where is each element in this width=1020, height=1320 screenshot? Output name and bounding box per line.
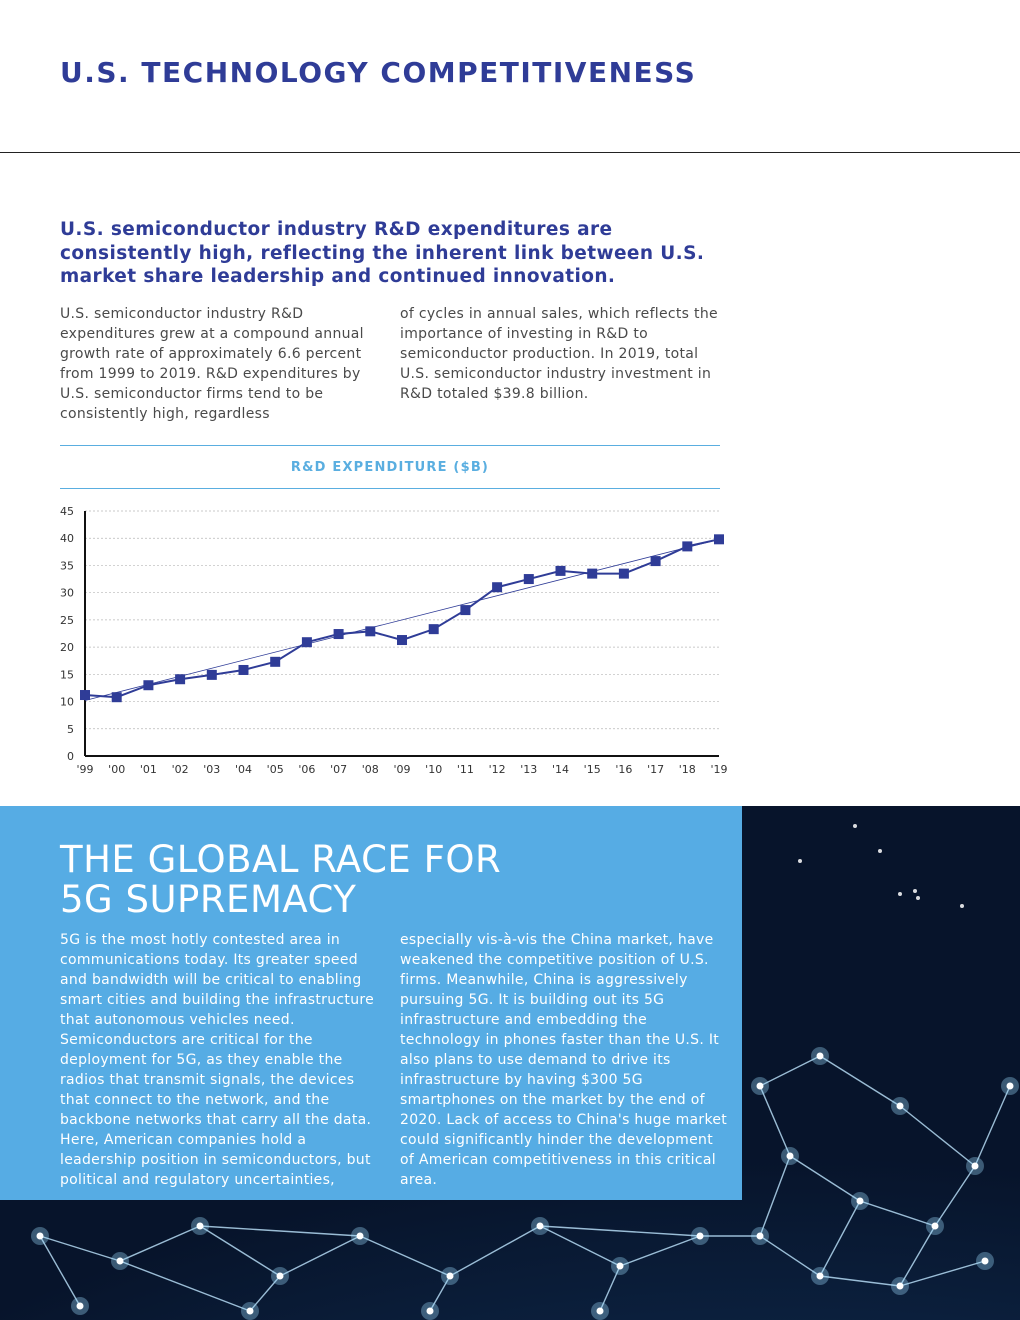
- network-link: [120, 1261, 250, 1311]
- data-point: [492, 582, 502, 592]
- network-node: [857, 1198, 864, 1205]
- x-tick-label: '14: [551, 763, 570, 776]
- x-tick-label: '05: [266, 763, 284, 776]
- data-point: [80, 690, 90, 700]
- data-point: [143, 680, 153, 690]
- network-link: [760, 1086, 790, 1156]
- x-tick-label: '17: [647, 763, 665, 776]
- x-tick-label: '19: [710, 763, 728, 776]
- x-tick-label: '10: [425, 763, 443, 776]
- data-point: [365, 626, 375, 636]
- rd-expenditure-chart: [40, 495, 730, 785]
- network-node: [972, 1163, 979, 1170]
- network-node: [757, 1083, 764, 1090]
- data-point: [556, 566, 566, 576]
- network-node: [757, 1233, 764, 1240]
- network-node: [277, 1273, 284, 1280]
- section-title-line-1: THE GLOBAL RACE FOR: [60, 838, 502, 881]
- section-column-2: especially vis-à-vis the China market, have weakened the competitive position of U.S. firms. Meanwhile, China is aggressively pursuing 5G. It is building out its 5G infrastructure and embedding the technology in phones faster than the U.S. It also plans to use demand to drive its infrastructure by having $300 5G smartphones on the market by the end of 2020. Lack of access to China's huge market could significantly hinder the development of American competitiveness in this critical area.: [400, 932, 728, 1188]
- data-point: [619, 569, 629, 579]
- x-tick-label: '99: [76, 763, 94, 776]
- x-tick-label: '07: [330, 763, 348, 776]
- network-node: [37, 1233, 44, 1240]
- network-node: [787, 1153, 794, 1160]
- data-point: [239, 665, 249, 675]
- x-tick-label: '04: [234, 763, 253, 776]
- x-tick-label: '13: [520, 763, 538, 776]
- header-divider: [0, 152, 1020, 153]
- network-link: [200, 1226, 280, 1276]
- chart-title-rule: [60, 488, 720, 489]
- chart-title: R&D EXPENDITURE ($B): [290, 460, 490, 475]
- network-link: [860, 1201, 935, 1226]
- network-node: [817, 1053, 824, 1060]
- x-tick-label: '12: [488, 763, 506, 776]
- x-tick-label: '01: [139, 763, 157, 776]
- y-tick-label: 30: [60, 586, 74, 600]
- x-tick-label: '00: [108, 763, 126, 776]
- network-node: [117, 1258, 124, 1265]
- network-link: [975, 1086, 1010, 1166]
- network-link: [900, 1106, 975, 1166]
- network-link: [760, 1156, 790, 1236]
- star: [898, 892, 902, 896]
- data-point: [651, 556, 661, 566]
- article-headline: U.S. semiconductor industry R&D expenditures are consistently high, reflecting the inherent link between U.S. market share leadership and continued innovation.: [60, 219, 705, 287]
- network-node: [982, 1258, 989, 1265]
- x-tick-label: '02: [171, 763, 189, 776]
- page-title: U.S. TECHNOLOGY COMPETITIVENESS: [60, 56, 697, 89]
- x-tick-label: '11: [456, 763, 474, 776]
- data-point: [524, 574, 534, 584]
- network-node: [447, 1273, 454, 1280]
- data-point: [397, 635, 407, 645]
- y-tick-label: 5: [67, 722, 74, 736]
- y-tick-label: 25: [60, 613, 74, 627]
- data-point: [270, 657, 280, 667]
- y-tick-label: 0: [67, 750, 74, 763]
- network-node: [817, 1273, 824, 1280]
- y-tick-label: 15: [60, 668, 74, 682]
- star: [878, 849, 882, 853]
- data-point: [429, 624, 439, 634]
- data-point: [460, 605, 470, 615]
- network-link: [790, 1156, 860, 1201]
- x-tick-label: '16: [615, 763, 633, 776]
- article-column-2: of cycles in annual sales, which reflects the importance of investing in R&D to semiconductor production. In 2019, total U.S. semiconductor industry investment in R&D totaled $39.8 billion.: [400, 306, 718, 402]
- y-tick-label: 20: [60, 641, 74, 655]
- network-link: [450, 1226, 540, 1276]
- y-tick-label: 10: [60, 695, 74, 709]
- network-link: [820, 1201, 860, 1276]
- network-node: [617, 1263, 624, 1270]
- star: [960, 904, 964, 908]
- y-tick-label: 40: [60, 532, 74, 546]
- network-link: [935, 1166, 975, 1226]
- data-point: [682, 541, 692, 551]
- network-link: [540, 1226, 620, 1266]
- network-node: [932, 1223, 939, 1230]
- data-point: [587, 569, 597, 579]
- section-title-line-2: 5G SUPREMACY: [60, 878, 357, 921]
- x-tick-label: '18: [678, 763, 696, 776]
- star: [798, 859, 802, 863]
- x-tick-label: '09: [393, 763, 411, 776]
- network-node: [897, 1103, 904, 1110]
- network-node: [697, 1233, 704, 1240]
- network-node: [197, 1223, 204, 1230]
- network-node: [427, 1308, 434, 1315]
- network-node: [1007, 1083, 1014, 1090]
- section-column-1: 5G is the most hotly contested area in communications today. Its greater speed and bandwidth will be critical to enabling smart cities and building the infrastructure that autonomous vehicles need. Semiconductors are critical for the deployment for 5G, as they enable the radios that transmit signals, the devices that connect to the network, and the backbone networks that carry all the data. Here, American companies hold a leadership position in semiconductors, but political and regulatory uncertainties,: [60, 932, 375, 1188]
- network-link: [540, 1226, 700, 1236]
- data-point: [175, 674, 185, 684]
- section-title: [60, 840, 660, 920]
- network-link: [820, 1276, 900, 1286]
- x-tick-label: '03: [203, 763, 221, 776]
- star: [916, 896, 920, 900]
- data-point: [112, 692, 122, 702]
- article-column-1: U.S. semiconductor industry R&D expenditures grew at a compound annual growth rate of approximately 6.6 percent from 1999 to 2019. R&D expenditures by U.S. semiconductor firms tend to be consistently high, regardless: [60, 306, 364, 422]
- data-point: [714, 534, 724, 544]
- chart-top-rule: [60, 445, 720, 446]
- data-point: [334, 629, 344, 639]
- network-node: [77, 1303, 84, 1310]
- network-node: [897, 1283, 904, 1290]
- data-point: [302, 637, 312, 647]
- network-node: [357, 1233, 364, 1240]
- x-tick-label: '06: [298, 763, 316, 776]
- series-line: [85, 539, 719, 697]
- network-link: [620, 1236, 700, 1266]
- y-tick-label: 45: [60, 505, 74, 518]
- x-tick-label: '15: [583, 763, 601, 776]
- network-node: [597, 1308, 604, 1315]
- network-node: [537, 1223, 544, 1230]
- star: [913, 889, 917, 893]
- x-tick-label: '08: [361, 763, 379, 776]
- network-link: [280, 1236, 360, 1276]
- network-link: [200, 1226, 360, 1236]
- y-tick-label: 35: [60, 559, 74, 573]
- network-link: [820, 1056, 900, 1106]
- network-link: [760, 1056, 820, 1086]
- data-point: [207, 670, 217, 680]
- star: [853, 824, 857, 828]
- network-link: [760, 1236, 820, 1276]
- network-node: [247, 1308, 254, 1315]
- network-link: [360, 1236, 450, 1276]
- network-link: [120, 1226, 200, 1261]
